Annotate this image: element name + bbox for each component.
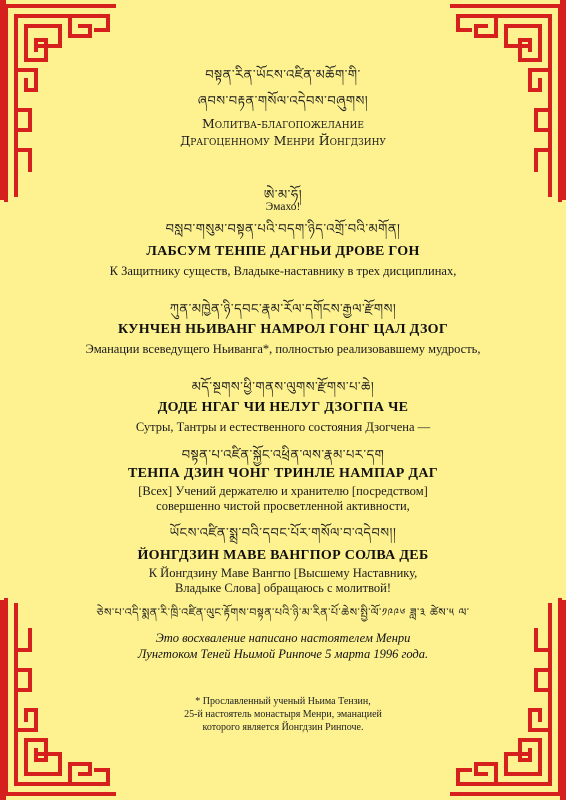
- verse-2-translit: КУНЧЕН НЬИВАНГ НАМРОЛ ГОНГ ЦАЛ ДЗОГ: [117, 322, 449, 337]
- verse-1-translit: ЛАБСУМ ТЕНПЕ ДАГНЬИ ДРОВЕ ГОН: [146, 244, 420, 259]
- header-tibetan-line-2: ཞབས་བརྟན་གསོལ་འདེབས་བཞུགས།: [197, 94, 369, 109]
- invocation-russian: Эмахо!: [265, 201, 301, 213]
- colophon-russian-line-2: Лунгтоком Теней Ньимой Ринпоче 5 марта 1996 года.: [137, 647, 429, 661]
- verse-3-tibetan: མདོ་སྔགས་ཕྱི་གནས་ལུགས་རྫོགས་པ་ཆེ།: [191, 380, 375, 395]
- verse-1-tibetan: བསླབ་གསུམ་བསྟན་པའི་བདག་ཉིད་འགྲོ་བའི་མགོན།: [165, 222, 401, 237]
- colophon-russian-line-1: Это восхваление написано настоятелем Менри: [155, 631, 411, 645]
- verse-2-translation: Эманации всеведущего Ньиванга*, полностью реализовавшему мудрость,: [85, 342, 481, 356]
- footnote-line-2: 25-й настоятель монастыря Менри, эманацией: [184, 709, 382, 720]
- verse-4-translit: ТЕНПА ДЗИН ЧОНГ ТРИНЛЕ НАМПАР ДАГ: [128, 466, 438, 481]
- verse-3-translation: Сутры, Тантры и естественного состояния Дзогчена —: [135, 420, 431, 434]
- title-line-2: Драгоценному Менри Йонгдзину: [180, 133, 386, 148]
- verse-5-tibetan: ཡོངས་འཛིན་སྨྲ་བའི་དབང་པོར་གསོལ་བ་འདེབས།།: [169, 526, 397, 541]
- invocation-tibetan: ཨེ་མ་ཧོ།: [263, 188, 303, 203]
- header-tibetan-line-1: བསྟན་རིན་ཡོངས་འཛིན་མཆོག་གི་: [205, 68, 361, 83]
- verse-4-translation-line-2: совершенно чистой просветленной активности,: [156, 499, 410, 513]
- verse-5-translit: ЙОНГДЗИН МАВЕ ВАНГПОР СОЛВА ДЕБ: [137, 548, 429, 563]
- verse-1-translation: К Защитнику существ, Владыке-наставнику в трех дисциплинах,: [109, 264, 457, 278]
- footnote-line-3: которого является Йонгдзин Ринпоче.: [202, 722, 364, 733]
- verse-3-translit: ДОДЕ НГАГ ЧИ НЕЛУГ ДЗОГПА ЧЕ: [157, 400, 409, 415]
- verse-4-translation-line-1: [Всех] Учений держателю и хранителю [посредством]: [138, 484, 428, 498]
- verse-5-translation-line-2: Владыке Слова] обращаюсь с молитвой!: [175, 581, 391, 595]
- verse-2-tibetan: ཀུན་མཁྱེན་ཉི་དབང་རྣམ་རོལ་དགོངས་རྒྱལ་རྫོགས།: [169, 302, 397, 317]
- verse-4-tibetan: བསྟན་པ་འཛིན་སྐྱོང་འཕྲིན་ལས་རྣམ་པར་དག: [181, 448, 385, 463]
- title-line-1: Молитва-благопожелание: [202, 116, 364, 131]
- verse-5-translation-line-1: К Йонгдзину Маве Вангпо [Высшему Наставнику,: [148, 566, 418, 580]
- colophon-tibetan: ཅེས་པ་འདི་སྨན་རི་ཁྲི་འཛིན་ལུང་རྟོགས་བསྟན་པའི་ཉི་མ་རིན་པོ་ཆེས་སྤྱི་ལོ་༡༩༩༦ ཟླ་༣ ཚེས་༥ ལ་: [96, 606, 470, 619]
- footnote-line-1: * Прославленный ученый Ньима Тензин,: [195, 696, 371, 707]
